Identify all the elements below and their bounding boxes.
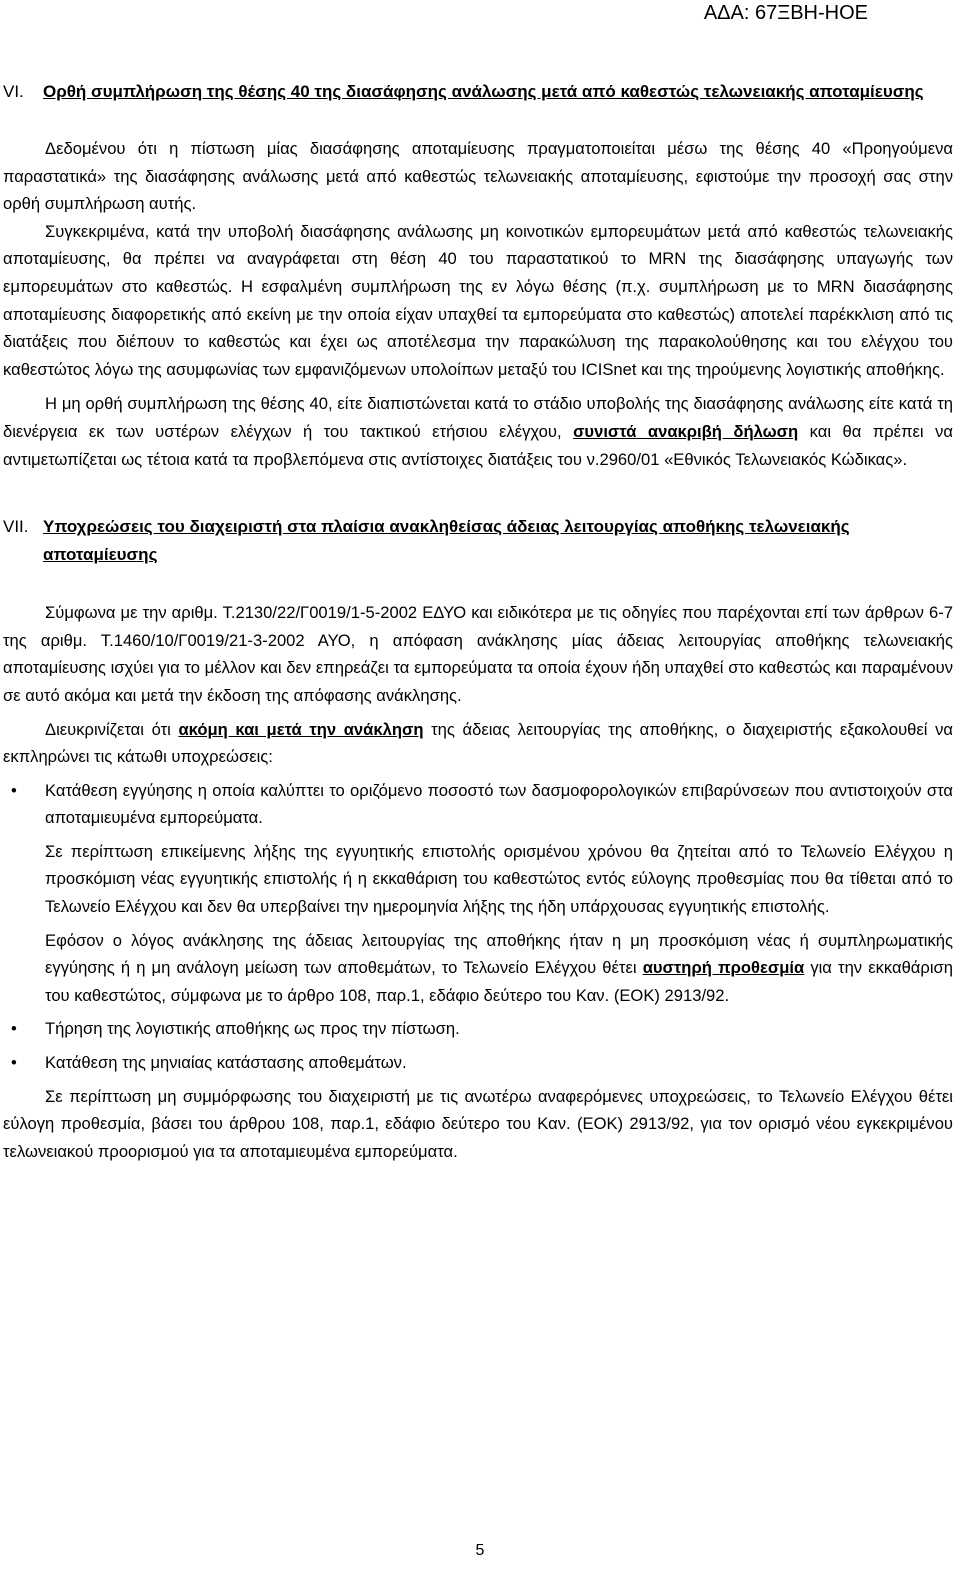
- bullet-icon: •: [11, 1053, 17, 1073]
- section-title: Υποχρεώσεις του διαχειριστή στα πλαίσια ανακληθείσας άδειας λειτουργίας αποθήκης τελωνειακής αποταμίευσης: [43, 517, 850, 565]
- paragraph: Δεδομένου ότι η πίστωση μίας διασάφησης αποταμίευσης πραγματοποιείται μέσω της θέσης 40 «Προηγούμενα παραστατικά» της διασάφησης ανάλωσης μετά από καθεστώς τελωνειακής αποταμίευσης, εφιστούμε την προσοχή σας στην ορθή συμπλήρωση αυτής.: [3, 139, 953, 214]
- section-vi-heading: [3, 78, 953, 106]
- paragraph: Σύμφωνα με την αριθμ. Τ.2130/22/Γ0019/1-5-2002 ΕΔΥΟ και ειδικότερα με τις οδηγίες που παρέχονται επί των άρθρων 6-7 της αριθμ. Τ.1460/10/Γ0019/21-3-2002 ΑΥΟ, η απόφαση ανάκλησης μίας άδειας λειτουργίας αποθήκης τελωνειακής αποταμίευσης ισχύει για το μέλλον και δεν επηρεάζει τα εμπορεύματα τα οποία έχουν ήδη υπαχθεί στο καθεστώς και παραμένουν σε αυτό ακόμα και μετά την έκδοση της απόφασης ανάκλησης.: [3, 603, 953, 705]
- paragraph: Η μη ορθή συμπλήρωση της θέσης 40, είτε διαπιστώνεται κατά το στάδιο υποβολής της διασάφησης ανάλωσης είτε κατά τη διενέργεια εκ των υστέρων ελέγχων ή του τακτικού ετήσιου ελέγχου, συνιστά ανακριβή δήλωση και θα πρέπει να αντιμετωπίζεται ως τέτοια κατά τα προβλεπόμενα στις αντίστοιχες διατάξεις του ν.2960/01 «Εθνικός Τελωνειακός Κώδικας».: [3, 394, 953, 469]
- sub-paragraph: Σε περίπτωση επικείμενης λήξης της εγγυητικής επιστολής ορισμένου χρόνου θα ζητείται από το Τελωνείο Ελέγχου η προσκόμιση νέας εγγυητικής επιστολής ή η εκκαθάριση του καθεστώτος εντός εύλογης προθεσμίας που θα τίθεται από το Τελωνείο Ελέγχου και δεν θα υπερβαίνει την ημερομηνία λήξης της ήδη υπάρχουσας εγγυητικής επιστολής.: [45, 841, 953, 917]
- bullet-icon: •: [11, 780, 17, 800]
- section-vii-heading: [3, 513, 953, 569]
- paragraph: Σε περίπτωση μη συμμόρφωσης του διαχειριστή με τις ανωτέρω αναφερόμενες υποχρεώσεις, το Τελωνείο Ελέγχου θέτει εύλογη προθεσμία, βάσει του άρθρου 108, παρ.1, εδάφιο δεύτερο του Καν. (ΕΟΚ) 2913/92, για τον ορισμό νέου εγκεκριμένου τελωνειακού προορισμού για τα αποταμιευμένα εμπορεύματα.: [3, 1086, 953, 1161]
- paragraph: Συγκεκριμένα, κατά την υποβολή διασάφησης ανάλωσης μη κοινοτικών εμπορευμάτων μετά από καθεστώς τελωνειακής αποταμίευσης, θα πρέπει να αναγράφεται στη θέση 40 του παραστατικού το MRN της διασάφησης υπαγωγής των εμπορευμάτων στο καθεστώς. Η εσφαλμένη συμπλήρωση της εν λόγω θέσης (π.χ. συμπλήρωση με το MRN διασάφησης αποταμίευσης διαφορετικής από εκείνη με την οποία είχαν υπαχθεί τα εμπορεύματα στο καθεστώς) αποτελεί παρέκκλιση από τις διατάξεις που διέπουν το καθεστώς και έχει ως αποτέλεσμα την παρακώλυση της παρακολούθησης και του ελέγχου του καθεστώτος λόγω της ασυμφωνίας των εμφανιζόμενων υπολοίπων μεταξύ του ICISnet και της τηρούμενης λογιστικής αποθήκης.: [3, 221, 953, 379]
- ada-code: ΑΔΑ: 67ΞΒΗ-ΗΟΕ: [703, 2, 868, 24]
- section-number: VI.: [3, 82, 24, 101]
- list-item: • Κατάθεση εγγύησης η οποία καλύπτει το οριζόμενο ποσοστό των δασμοφορολογικών επιβαρύνσεων που αντιστοιχούν στα αποταμιευμένα εμπορεύματα.: [3, 777, 953, 832]
- sub-paragraph: Εφόσον ο λόγος ανάκλησης της άδειας λειτουργίας της αποθήκης ήταν η μη προσκόμιση νέας ή συμπληρωματικής εγγύησης ή η μη ανάλογη μείωση των αποθεμάτων, το Τελωνείο Ελέγχου θέτει αυστηρή προθεσμία για την εκκαθάριση του καθεστώτος, σύμφωνα με το άρθρο 108, παρ.1, εδάφιο δεύτερο του Καν. (ΕΟΚ) 2913/92.: [45, 930, 953, 1005]
- underlined-text: ακόμη και μετά την ανάκληση: [178, 719, 424, 739]
- page-number: 5: [475, 1542, 485, 1559]
- section-number: VII.: [3, 517, 29, 537]
- paragraph: Διευκρινίζεται ότι ακόμη και μετά την ανάκληση της άδειας λειτουργίας της αποθήκης, ο διαχειριστής εξακολουθεί να εκπληρώνει τις κάτωθι υποχρεώσεις:: [3, 719, 953, 767]
- list-item: • Τήρηση της λογιστικής αποθήκης ως προς την πίστωση.: [3, 1015, 953, 1043]
- list-item: • Κατάθεση της μηνιαίας κατάστασης αποθεμάτων.: [3, 1049, 953, 1077]
- underlined-text: συνιστά ανακριβή δήλωση: [573, 421, 799, 441]
- section-title: Ορθή συμπλήρωση της θέσης 40 της διασάφησης ανάλωσης μετά από καθεστώς τελωνειακής αποταμίευσης: [43, 82, 924, 101]
- bullet-icon: •: [11, 1019, 17, 1039]
- underlined-text: αυστηρή προθεσμία: [642, 958, 805, 978]
- document-body: [3, 78, 953, 1165]
